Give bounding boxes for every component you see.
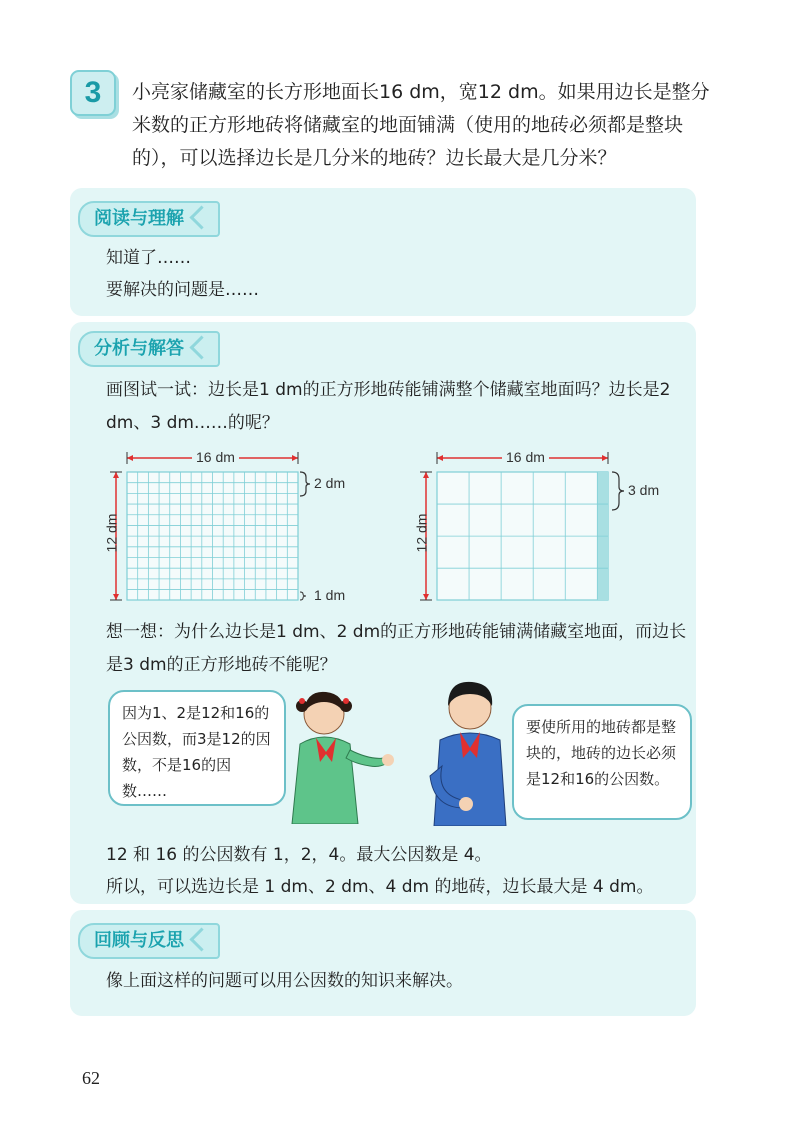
left-grid-1dm (127, 472, 298, 600)
section-title-reflect: 回顾与反思 (78, 923, 220, 959)
right-grid-3dm (437, 472, 608, 600)
left-brace-1dm (300, 592, 306, 600)
right-height-label: 12 dm (413, 513, 430, 553)
analyze-result-1: 12 和 16 的公因数有 1，2，4。最大公因数是 4。 (106, 845, 492, 865)
left-tile-label-2dm: 2 dm (314, 475, 346, 491)
analyze-result-2: 所以，可以选边长是 1 dm、2 dm、4 dm 的地砖，边长最大是 4 dm。 (106, 877, 654, 897)
girl-speech-bubble: 因为1、2是12和16的公因数，而3是12的因数，不是16的因数…… (108, 690, 286, 806)
problem-number-badge: 3 (70, 70, 116, 116)
boy-illustration (420, 676, 520, 826)
section-title-analyze: 分析与解答 (78, 331, 220, 367)
boy-speech-bubble: 要使所用的地砖都是整块的，地砖的边长必须是12和16的公因数。 (512, 704, 692, 820)
problem-text: 小亮家储藏室的长方形地面长16 dm，宽12 dm。如果用边长是整分米数的正方形地砖将储藏室的地面铺满（使用的地砖必须都是整块的），可以选择边长是几分米的地砖？边长最大是几分米？ (132, 81, 710, 169)
right-width-label: 16 dm (502, 449, 549, 465)
read-line-1: 知道了…… (106, 248, 191, 268)
read-line-2: 要解决的问题是…… (106, 280, 259, 300)
section-title-read: 阅读与理解 (78, 201, 220, 237)
left-brace-2dm (300, 472, 310, 496)
left-height-label: 12 dm (103, 513, 120, 553)
girl-illustration (278, 684, 398, 824)
analyze-think: 想一想：为什么边长是1 dm、2 dm的正方形地砖能铺满储藏室地面，而边长是3 dm的正方形地砖不能呢？ (106, 622, 687, 675)
diagram-left (100, 446, 350, 606)
reflect-text: 像上面这样的问题可以用公因数的知识来解决。 (106, 971, 463, 991)
left-tile-label-1dm: 1 dm (314, 587, 346, 603)
page-number: 62 (82, 1068, 100, 1088)
analyze-intro: 画图试一试：边长是1 dm的正方形地砖能铺满整个储藏室地面吗？边长是2 dm、3 dm……的呢？ (106, 380, 671, 433)
right-tile-label-3dm: 3 dm (628, 482, 660, 498)
left-width-label: 16 dm (192, 449, 239, 465)
diagram-right (410, 446, 660, 606)
right-brace-3dm (612, 472, 624, 510)
